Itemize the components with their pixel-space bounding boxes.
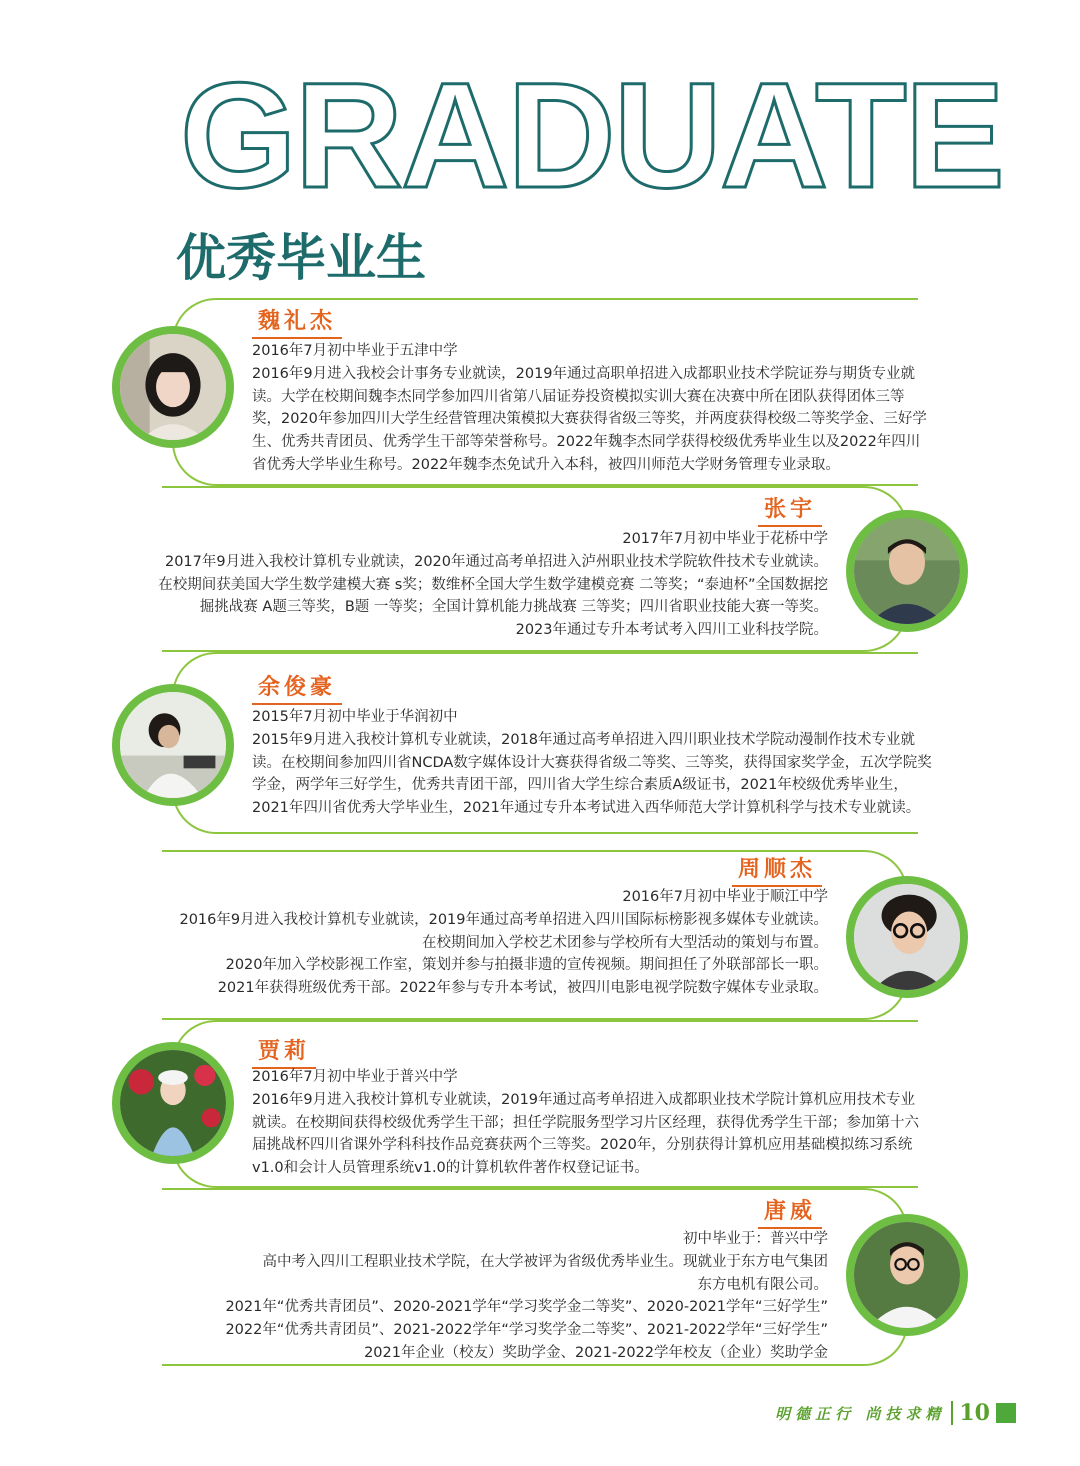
- bio-line: 掘挑战赛 A题三等奖，B题 一等奖；全国计算机能力挑战赛 三等奖；四川省职业技能大赛一等奖。: [199, 599, 828, 616]
- bio-line: 2016年9月进入我校计算机专业就读，2019年通过高考单招进入四川国际标榜影视多媒体专业就读。: [179, 911, 828, 928]
- bio-line: 就读。在校期间获得校级优秀学生干部；担任学院服务型学习片区经理，获得优秀学生干部；参加第十六: [252, 1114, 919, 1131]
- graduate-card-zhou-shunjie: [0, 850, 1080, 1020]
- graduate-photo: [846, 510, 968, 632]
- graduate-card-wei-lijie: [0, 298, 1080, 486]
- portrait-image: [854, 518, 960, 624]
- bio-line: 2023年通过专升本考试考入四川工业科技学院。: [515, 622, 828, 639]
- footer-divider: [951, 1401, 953, 1425]
- bio-line: 东方电机有限公司。: [697, 1276, 828, 1293]
- bio-line: 在校期间加入学校艺术团参与学校所有大型活动的策划与布置。: [422, 934, 828, 951]
- page-footer: [775, 1400, 1016, 1426]
- graduate-photo: [112, 1042, 234, 1164]
- bio-line: 2020年加入学校影视工作室，策划并参与拍摄非遗的宣传视频。期间担任了外联部部长一职。: [225, 957, 828, 974]
- bio-line: 生、优秀共青团员、优秀学生干部等荣誉称号。2022年魏李杰同学获得校级优秀毕业生以及2022年四川: [252, 434, 921, 451]
- bio-line: 学金，两学年三好学生，优秀共青团干部，四川省大学生综合素质A级证书，2021年校级优秀毕业生，: [252, 777, 908, 794]
- school-motto: 明德正行 尚技求精: [775, 1404, 946, 1423]
- graduate-bio: [179, 886, 828, 1000]
- graduate-photo: [112, 684, 234, 806]
- bio-line: 读。在校期间参加四川省NCDA数字媒体设计大赛获得省级二等奖、三等奖，获得国家奖学金，五次学院奖: [252, 754, 932, 771]
- bio-line: 奖，2020年参加四川大学生经营管理决策模拟大赛获得省级三等奖，并两度获得校级二等奖学金、三好学: [252, 411, 927, 428]
- portrait-image: [854, 1222, 960, 1328]
- graduate-card-yu-junhao: [0, 652, 1080, 834]
- graduate-heading: GRADUATE: [180, 51, 1003, 219]
- bio-line: 2015年9月进入我校计算机专业就读，2018年通过高考单招进入四川职业技术学院动漫制作技术专业就: [252, 731, 916, 748]
- graduate-name: 贾莉: [252, 1034, 316, 1069]
- page-title: 优秀毕业生: [176, 229, 426, 287]
- bio-line: 在校期间获美国大学生数学建模大赛 s奖；数维杯全国大学生数学建模竞赛 二等奖；“泰迪杯”全国数据挖: [158, 576, 828, 593]
- graduate-photo: [112, 326, 234, 448]
- graduate-photo: [846, 1214, 968, 1336]
- bio-line: 2022年“优秀共青团员”、2021-2022学年“学习奖学金二等奖”、2021-2022学年“三好学生”: [225, 1322, 828, 1339]
- graduate-card-jia-li: [0, 1020, 1080, 1188]
- bio-line: 2021年获得班级优秀干部。2022年参与专升本考试，被四川电影电视学院数字媒体专业录取。: [217, 980, 828, 997]
- page-number: 10: [959, 1400, 990, 1426]
- portrait-image: [120, 692, 226, 798]
- bio-line: 2015年7月初中毕业于华润初中: [252, 709, 458, 725]
- page-marker-square: [996, 1403, 1016, 1423]
- graduate-photo: [846, 876, 968, 998]
- bio-line: 高中考入四川工程职业技术学院，在大学被评为省级优秀毕业生。现就业于东方电气集团: [262, 1253, 828, 1270]
- bio-line: 2021年企业（校友）奖助学金、2021-2022学年校友（企业）奖助学金: [364, 1344, 828, 1361]
- bio-line: 2021年四川省优秀大学毕业生，2021年通过专升本考试进入西华师范大学计算机科学与技术专业就读。: [252, 800, 921, 817]
- bio-line: 读。大学在校期间魏李杰同学参加四川省第八届证券投资模拟实训大赛在决赛中所在团队获得团体三等: [252, 388, 905, 405]
- graduate-name: 余俊豪: [252, 670, 342, 705]
- graduate-bio: [252, 706, 932, 820]
- portrait-image: [120, 1050, 226, 1156]
- graduate-name: 周顺杰: [732, 852, 822, 887]
- graduate-bio: [252, 1066, 919, 1180]
- graduate-name: 张宇: [758, 492, 822, 527]
- bio-line: 2017年7月初中毕业于花桥中学: [622, 531, 828, 547]
- bio-line: v1.0和会计人员管理系统v1.0的计算机软件著作权登记证书。: [252, 1160, 649, 1177]
- bio-line: 届挑战杯四川省课外学科科技作品竞赛获两个三等奖。2020年，分别获得计算机应用基础模拟练习系统: [252, 1137, 913, 1154]
- portrait-image: [120, 334, 226, 440]
- bio-line: 省优秀大学毕业生称号。2022年魏李杰免试升入本科，被四川师范大学财务管理专业录取。: [252, 456, 840, 473]
- bio-line: 2016年7月初中毕业于顺江中学: [622, 889, 828, 905]
- bio-line: 2016年9月进入我校计算机专业就读，2019年通过高考单招进入成都职业技术学院计算机应用技术专业: [252, 1091, 916, 1108]
- portrait-image: [854, 884, 960, 990]
- graduate-card-zhang-yu: [0, 486, 1080, 652]
- bio-line: 2016年7月初中毕业于普兴中学: [252, 1069, 458, 1085]
- graduate-bio: [252, 340, 927, 477]
- bio-line: 初中毕业于：普兴中学: [683, 1231, 828, 1247]
- graduate-bio: [225, 1228, 828, 1365]
- bio-line: 2016年9月进入我校会计事务专业就读，2019年通过高职单招进入成都职业技术学院证券与期货专业就: [252, 365, 916, 382]
- bio-line: 2021年“优秀共青团员”、2020-2021学年“学习奖学金二等奖”、2020-2021学年“三好学生”: [225, 1299, 828, 1316]
- bio-line: 2017年9月进入我校计算机专业就读，2020年通过高考单招进入泸州职业技术学院软件技术专业就读。: [164, 553, 828, 570]
- bio-line: 2016年7月初中毕业于五津中学: [252, 343, 458, 359]
- graduate-name: 魏礼杰: [252, 304, 342, 339]
- graduate-name: 唐威: [758, 1194, 822, 1229]
- graduate-bio: [158, 528, 828, 642]
- graduate-card-tang-wei: [0, 1188, 1080, 1366]
